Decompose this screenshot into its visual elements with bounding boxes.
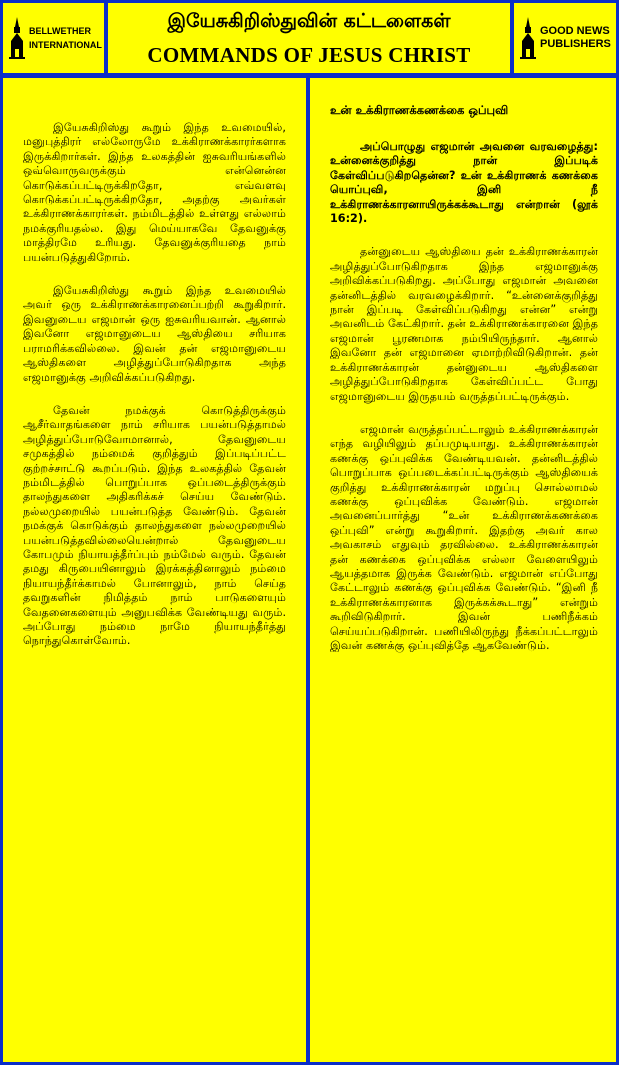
church-building-icon <box>520 17 536 59</box>
church-building-icon <box>9 17 25 59</box>
paragraph: எஜமான் வருத்தப்பட்டாலும் உக்கிராணக்காரன் எந்த வழியிலும் தப்பமுடியாது. உக்கிராணக்காரன் கணக்கு ஒப்புவிக்க வேண்டியவன். தன்னிடத்தில் பொறுப்பாக ஒப்படைக்கப்பட்டிருக்கும் ஆஸ்தியைக் குறித்து உக்கிராணக்காரன் மறுப்பு சொல்லாமல் கணக்கு ஒப்புவிக்க வேண்டும். எஜமான் அவனைப்பார்த்து “உன் உக்கிராணக்கணக்கை ஒப்புவி” என்று கூறுகிறார். இதற்கு அவர் கால அவகாசம் எதுவும் தரவில்லை. உக்கிராணக்காரன் தன் கணக்கை ஒப்புவிக்க எல்லா வேளையிலும் ஆயத்தமாக இருக்க வேண்டும். எஜமான் எப்போது கேட்டாலும் கணக்கு ஒப்புவிக்க வேண்டும். “இனி நீ உக்கிராணக்காரனாக இருக்கக்கூடாது” என்றும் கூறிவிடுகிறார். இவன் பணிநீக்கம் செய்யப்படுகிறான். பணியிலிருந்து நீக்கப்பட்டாலும் இவன் கணக்கு ஒப்புவித்தே ஆகவேண்டும். <box>330 422 598 652</box>
title-english: COMMANDS OF JESUS CHRIST <box>147 43 471 67</box>
logo-line-2: PUBLISHERS <box>540 38 611 50</box>
logo-line-1: GOOD NEWS <box>540 25 610 37</box>
paragraph: இயேசுகிறிஸ்து கூறும் இந்த உவமையில் அவர் ஒரு உக்கிராணக்காரனைப்பற்றி கூறுகிறார். இவனுடைய எஜமான் ஒரு ஐசுவரியவான். ஆனால் இவனோ எஜமானுடைய ஆஸ்தியை சரியாக பராமரிக்கவில்லை. இவன் தன் எஜமானுடைய ஆஸ்திகளை அழித்துப்போடுகிறதாக அந்த எஜமானுக்கு அறிவிக்கப்படுகிறது. <box>23 284 286 384</box>
publisher-logo-right <box>514 3 616 73</box>
paragraph: தன்னுடைய ஆஸ்தியை தன் உக்கிராணக்காரன் அழித்துப்போடுகிறதாக இந்த எஜமானுக்கு அறிவிக்கப்படுகிறது. அப்போது எஜமான் அவனை தன்னிடத்தில் வரவழைக்கிறார். “உன்னைக்குறித்து நான் இப்படி கேள்விப்படுகிறது என்ன” என்று அவனிடம் கேட்கிறார். தன் உக்கிராணக்காரனை இந்த எஜமான் பூரணமாக நம்பியிருந்தார். ஆனால் இவனோ தன் எஜமானை ஏமாற்றிவிடுகிறான். தன் உக்கிராணக்காரன் தன்னுடைய ஆஸ்திகளை அழித்துப்போடுகிறதாக கேள்விப்பட்ட போது எஜமானுடைய இருதயம் வருத்தப்பட்டிருக்கும். <box>330 245 598 403</box>
right-column <box>310 78 616 1062</box>
paragraph: இயேசுகிறிஸ்து கூறும் இந்த உவமையில், மனுபுத்திரர் எல்லோருமே உக்கிராணக்காரர்களாக இருக்கிறார்கள். இந்த உலகத்தின் ஐசுவரியங்களில் ஒவ்வொருவருக்கும் என்னென்ன கொடுக்கப்பட்டிருக்கிறதோ, எவ்வளவு கொடுக்கப்பட்டிருக்கிறதோ, அதற்கு அவர்கள் உக்கிராணக்காரர்கள். நம்மிடத்தில் உள்ளது எல்லாம் நமக்குரியதல்ல. இது மெய்யாகவே தேவனுக்கு மாத்திரமே உரியது. தேவனுக்குரியதை நாம் பயன்படுத்துகிறோம். <box>23 121 286 264</box>
bellwether-logo <box>9 17 102 59</box>
title-tamil: இயேசுகிறிஸ்துவின் கட்டளைகள் <box>167 10 451 32</box>
publisher-logo-left <box>3 3 104 73</box>
scripture-quote: அப்பொழுது எஜமான் அவனை வரவழைத்து: உன்னைக்குறித்து நான் இப்படிக் கேள்விப்படுகிறதென்ன? உன் உக்கிராணக் கணக்கை யொப்புவி, இனி நீ உக்கிராணக்காரனாயிருக்கக்கூடாது என்றான் (லூக் 16:2). <box>330 140 598 226</box>
section-heading: உன் உக்கிராணக்கணக்கை ஒப்புவி <box>330 103 509 117</box>
logo-line-1: BELLWETHER <box>29 25 91 36</box>
paragraph: தேவன் நமக்குக் கொடுத்திருக்கும் ஆசீர்வாதங்களை நாம் சரியாக பயன்படுத்தாமல் அழித்துப்போடுவோமானால், தேவனுடைய சமுகத்தில் நம்மைக் குறித்தும் இப்படிப்பட்ட குற்றச்சாட்டு கூறப்படும். இந்த உலகத்தில் தேவன் நம்மிடத்தில் பொறுப்பாக ஒப்படைத்திருக்கும் தாலந்துகளை அதிகரிக்கச் செய்ய வேண்டும். நல்லமுறையில் பயன்படுத்த வேண்டும். தேவன் நமக்குக் கொடுக்கும் தாலந்துகளை நல்லமுறையில் பயன்படுத்தவில்லையென்றால் தேவனுடைய கோபமும் நியாயத்தீர்ப்பும் நம்மேல் வரும். தேவன் தமது கிருபையினாலும் இரக்கத்தினாலும் நம்மை நியாயந்தீர்க்காமல் போனாலும், நாம் செய்த தவறுகளின் நிமித்தம் நாம் பாடுகளையும் வேதனைகளையும் அனுபவிக்க வேண்டியது வரும். அப்போது நம்மை நாமே நியாயந்தீர்த்து நொந்துகொள்வோம். <box>23 403 286 648</box>
good-news-logo <box>520 17 611 59</box>
logo-line-2: INTERNATIONAL <box>29 39 102 50</box>
left-column <box>3 78 306 1062</box>
page-header <box>108 3 510 73</box>
